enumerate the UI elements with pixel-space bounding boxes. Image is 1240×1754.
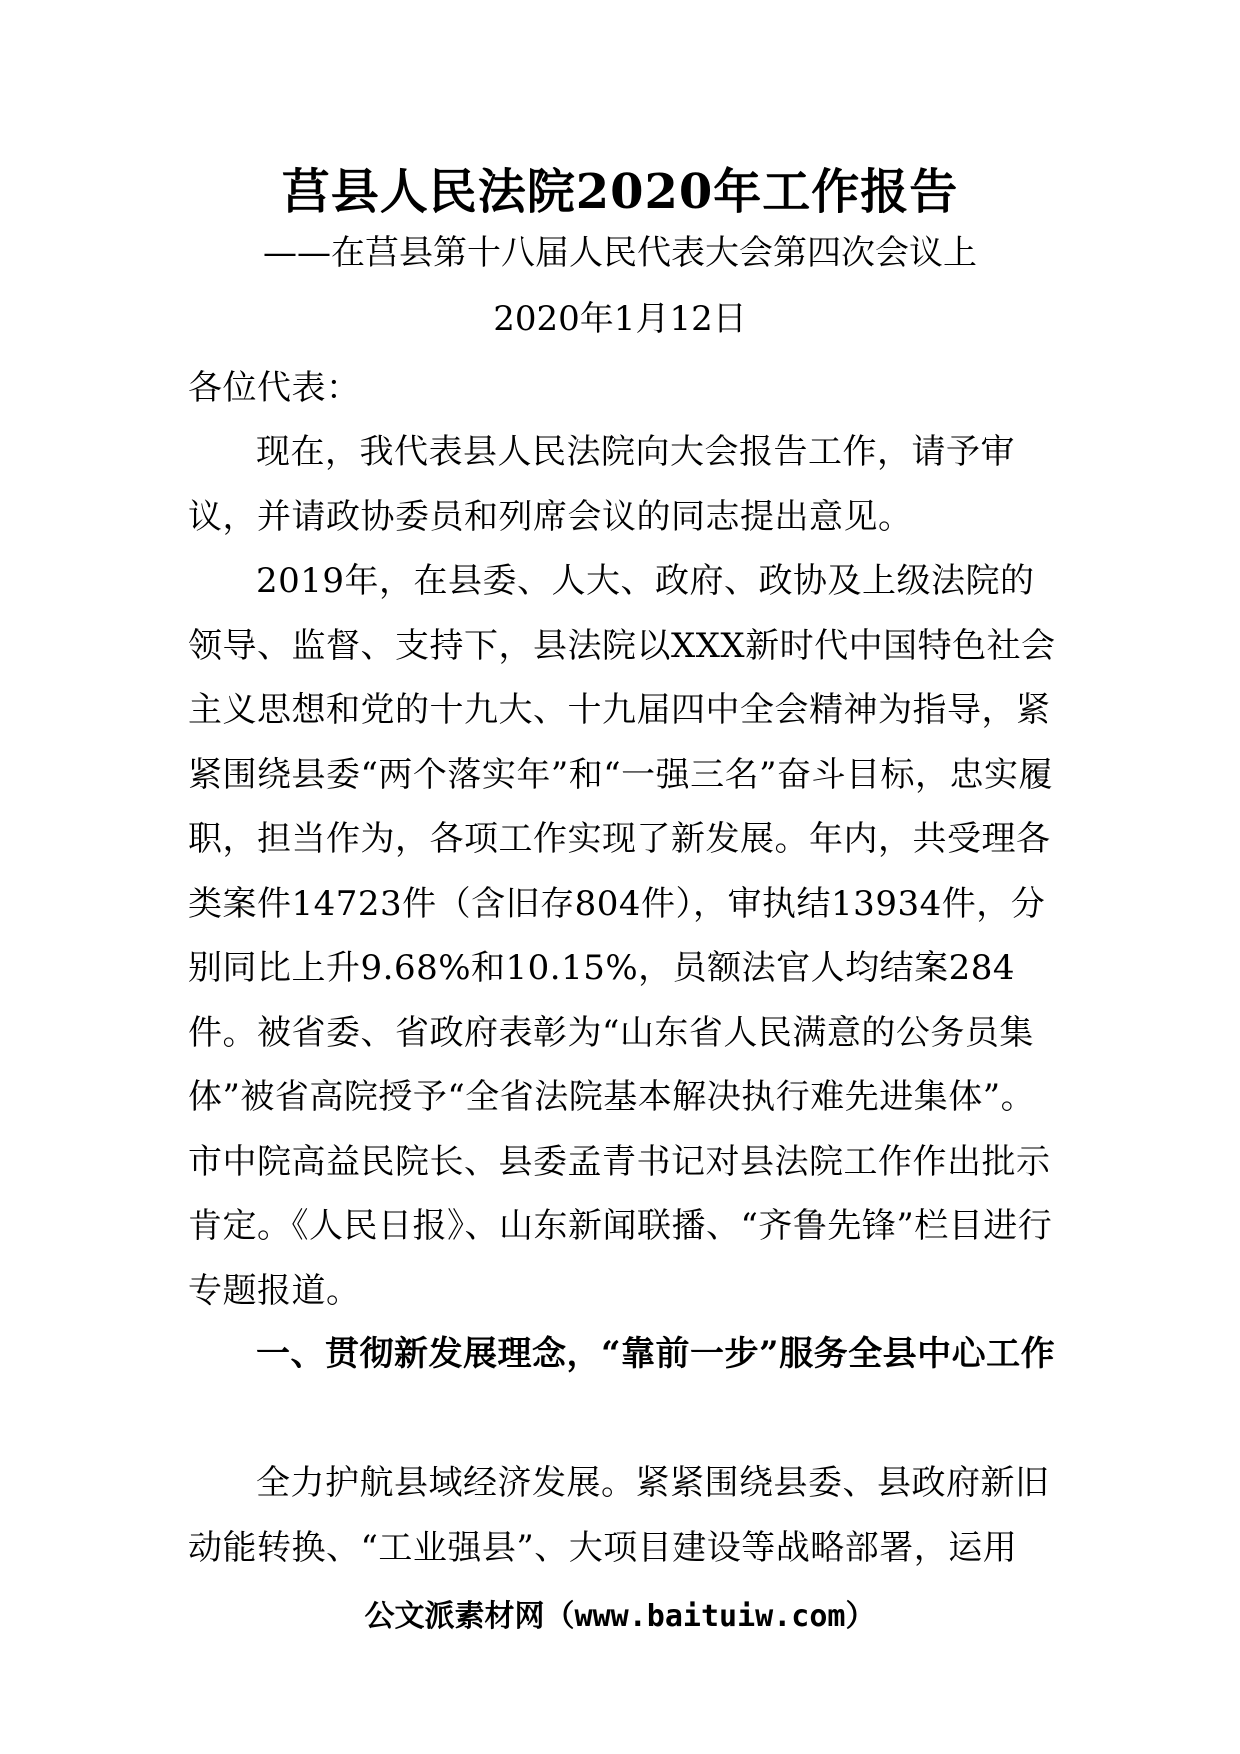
document-subtitle: ——在莒县第十八届人民代表大会第四次会议上 [263,233,977,273]
footer-url: （www.baituiw.com） [544,1599,876,1634]
section-heading: 一、贯彻新发展理念，“靠前一步”服务全县中心工作 [256,1334,1056,1374]
salutation: 各位代表： [188,368,361,408]
footer-label: 公文派素材网 [364,1599,545,1634]
document-title: 莒县人民法院2020年工作报告 [281,164,959,220]
section-paragraph: 全力护航县域经济发展。紧紧围绕县委、县政府新旧动能转换、“工业强县”、大项目建设等战略部署，运用 [188,1463,1050,1568]
paragraph-summary: 2019年，在县委、人大、政府、政协及上级法院的领导、监督、支持下，县法院以XXX新时代中国特色社会主义思想和党的十九大、十九届四中全会精神为指导，紧紧围绕县委“两个落实年”和“一强三名”奋斗目标，忠实履职，担当作为，各项工作实现了新发展。年内，共受理各类案件14723件（含旧存804件），审执结13934件，分别同比上升9.68%和10.15%，员额法官人均结案284件。被省委、省政府表彰为“山东省人民满意的公务员集体”被省高院授予“全省法院基本解决执行难先进集体”。市中院高益民院长、县委孟青书记对县法院工作作出批示肯定。《人民日报》、山东新闻联播、“齐鲁先锋”栏目进行专题报道。 [188,561,1056,1311]
paragraph-intro: 现在，我代表县人民法院向大会报告工作，请予审议，并请政协委员和列席会议的同志提出意见。 [188,432,1015,537]
document-date: 2020年1月12日 [493,299,747,339]
footer-watermark [0,1592,1240,1642]
